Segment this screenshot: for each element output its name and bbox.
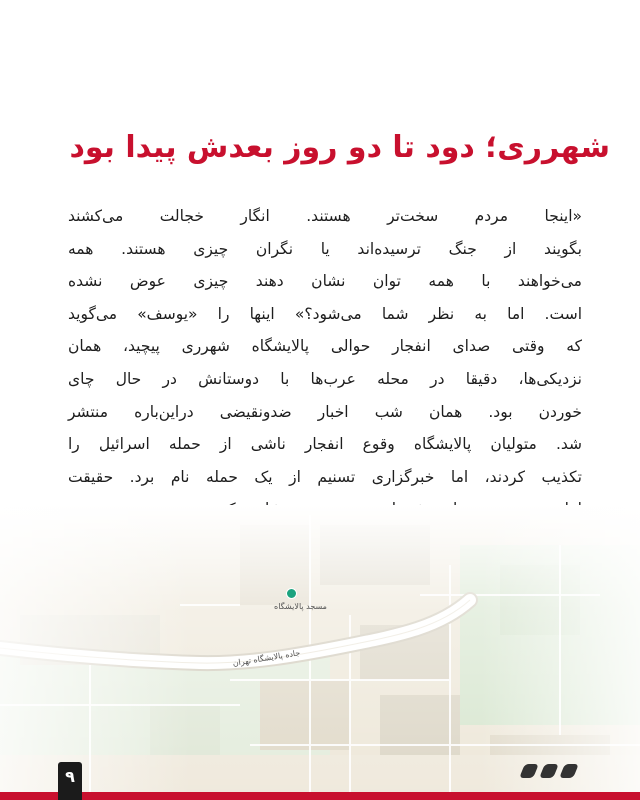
body-line: که وقتی صدای انفجار حوالی پالایشگاه شهرری پیچید، همان xyxy=(68,337,582,356)
body-line: است. اما به نظر شما می‌شود؟» اینها را «یوسف» می‌گوید xyxy=(68,304,582,323)
page-number: ۹ xyxy=(58,762,82,800)
page-title: شهرری؛ دود تا دو روز بعدش پیدا بود xyxy=(69,130,610,165)
map-image xyxy=(0,505,640,800)
map-graphic xyxy=(0,505,640,800)
body-line: بگویند از جنگ ترسیده‌اند یا نگران چیزی هستند. همه xyxy=(68,239,582,258)
map-pin-icon xyxy=(286,588,297,599)
body-line: نزدیکی‌ها، دقیقا در محله عرب‌ها با دوستانش در حال چای xyxy=(68,369,582,388)
map-poi-label: مسجد پالایشگاه xyxy=(274,602,327,611)
article-body xyxy=(68,200,582,526)
body-line: تکذیب کردند، اما خبرگزاری تسنیم از یک حمله نام برد. حقیقت xyxy=(68,467,582,486)
body-line: شد. متولیان پالایشگاه وقوع انفجار ناشی از حمله اسرائیل را xyxy=(68,435,582,454)
map-road-label: جاده پالایشگاه تهران xyxy=(232,648,301,668)
dot-shape xyxy=(539,764,559,778)
body-line: «اینجا مردم سخت‌تر هستند. انگار خجالت می‌کشند xyxy=(68,207,582,225)
body-line: می‌خواهند با همه توان نشان دهند چیزی عوض نشده xyxy=(68,272,582,291)
bottom-accent-bar xyxy=(0,792,640,800)
three-dots-icon xyxy=(520,764,582,780)
body-line: خوردن بود. همان شب اخبار ضدونقیضی دراین‌باره منتشر xyxy=(68,402,582,421)
dot-shape xyxy=(559,764,579,778)
dot-shape xyxy=(519,764,539,778)
